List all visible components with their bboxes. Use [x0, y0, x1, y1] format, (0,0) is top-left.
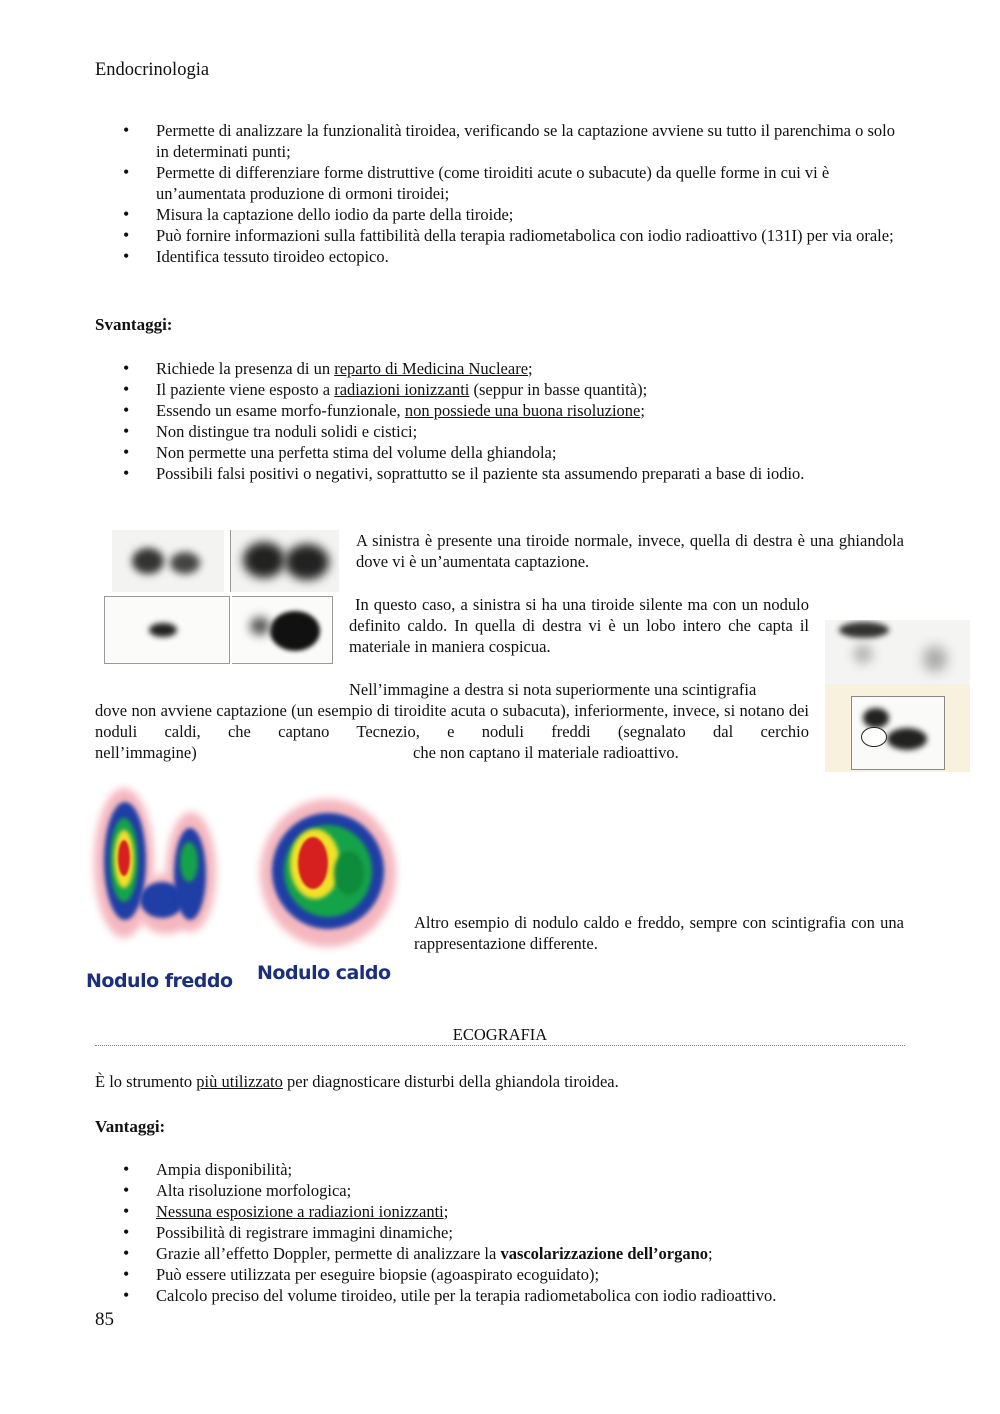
vantaggi-heading: Vantaggi:: [95, 1117, 166, 1136]
list-item: • Può fornire informazioni sulla fattibilità della terapia radiometabolica con iodio radioattivo (131I) per via orale;: [95, 225, 910, 246]
scan-silent-thyroid-hot-nodule: [104, 596, 230, 664]
figure-caption-1: A sinistra è presente una tiroide normale, invece, quella di destra è una ghiandola dove vi è un’aumentata captazione.: [356, 531, 904, 571]
list-item: • Non distingue tra noduli solidi e cistici;: [95, 421, 910, 442]
list-item: • Misura la captazione dello iodio da parte della tiroide;: [95, 204, 910, 225]
ecografia-advantages-list: [95, 1159, 910, 1306]
disadvantages-list: [95, 358, 910, 484]
cold-nodule-circle-icon: [861, 727, 887, 747]
scan-normal-thyroid: [112, 530, 224, 592]
scan-hot-nodule-color: [252, 785, 402, 955]
list-item: • Non permette una perfetta stima del volume della ghiandola;: [95, 442, 910, 463]
list-item: • Può essere utilizzata per eseguire biopsie (agoaspirato ecoguidato);: [95, 1264, 910, 1285]
figure-caption-3-end-left: nell’immagine): [95, 743, 197, 762]
list-item: • Identifica tessuto tiroideo ectopico.: [95, 246, 910, 267]
list-item: • Permette di differenziare forme distruttive (come tiroiditi acute o subacute) da quelle forme in cui vi è un’aumentata produzione di ormoni tiroidei;: [95, 162, 910, 204]
ecografia-intro: È lo strumento più utilizzato per diagnosticare disturbi della ghiandola tiroidea.: [95, 1072, 619, 1091]
figure-caption-4: Altro esempio di nodulo caldo e freddo, sempre con scintigrafia con una rappresentazione differente.: [414, 913, 904, 953]
list-item: • Alta risoluzione morfologica;: [95, 1180, 910, 1201]
figure-caption-3-line1: Nell’immagine a destra si nota superiormente una scintigrafia: [349, 680, 757, 699]
page-number: 85: [95, 1309, 114, 1330]
figure-caption-3-end-right: che non captano il materiale radioattivo.: [413, 743, 679, 762]
label-nodulo-freddo: Nodulo freddo: [86, 970, 233, 992]
list-item: • Possibilità di registrare immagini dinamiche;: [95, 1222, 910, 1243]
svantaggi-heading: Svantaggi:: [95, 315, 173, 334]
list-item: • Il paziente viene esposto a radiazioni ionizzanti (seppur in basse quantità);: [95, 379, 910, 400]
list-item: • Permette di analizzare la funzionalità tiroidea, verificando se la captazione avviene su tutto il parenchima o solo in determinati punti;: [95, 120, 910, 162]
list-item: • Possibili falsi positivi o negativi, soprattutto se il paziente sta assumendo preparati a base di iodio.: [95, 463, 910, 484]
list-item: • Calcolo preciso del volume tiroideo, utile per la terapia radiometabolica con iodio radioattivo.: [95, 1285, 910, 1306]
list-item: • Ampia disponibilità;: [95, 1159, 910, 1180]
figure-caption-2: In questo caso, a sinistra si ha una tiroide silente ma con un nodulo definito caldo. In quella di destra vi è un lobo intero che capta il materiale in maniera cospicua.: [349, 595, 809, 656]
section-title-ecografia: ECOGRAFIA: [452, 1025, 548, 1044]
advantages-list-continued: [95, 120, 910, 267]
figure-caption-3-body: dove non avviene captazione (un esempio di tiroidite acuta o subacuta), inferiormente, invece, si notano dei noduli caldi, che captano Tecnezio, e noduli freddi (segnalato dal cerchio: [95, 701, 809, 741]
scan-hot-lobe: [232, 596, 333, 664]
list-item: • Grazie all’effetto Doppler, permette di analizzare la vascolarizzazione dell’organo;: [95, 1243, 910, 1264]
list-item: • Essendo un esame morfo-funzionale, non possiede una buona risoluzione;: [95, 400, 910, 421]
label-nodulo-caldo: Nodulo caldo: [257, 962, 391, 984]
scan-silent-and-nodules: [825, 620, 970, 772]
list-item: • Nessuna esposizione a radiazioni ionizzanti;: [95, 1201, 910, 1222]
scan-increased-uptake: [230, 530, 339, 592]
list-item: • Richiede la presenza di un reparto di Medicina Nucleare;: [95, 358, 910, 379]
running-header: Endocrinologia: [95, 60, 210, 80]
section-divider: [95, 1045, 905, 1046]
scan-cold-nodule-color: [80, 782, 240, 957]
